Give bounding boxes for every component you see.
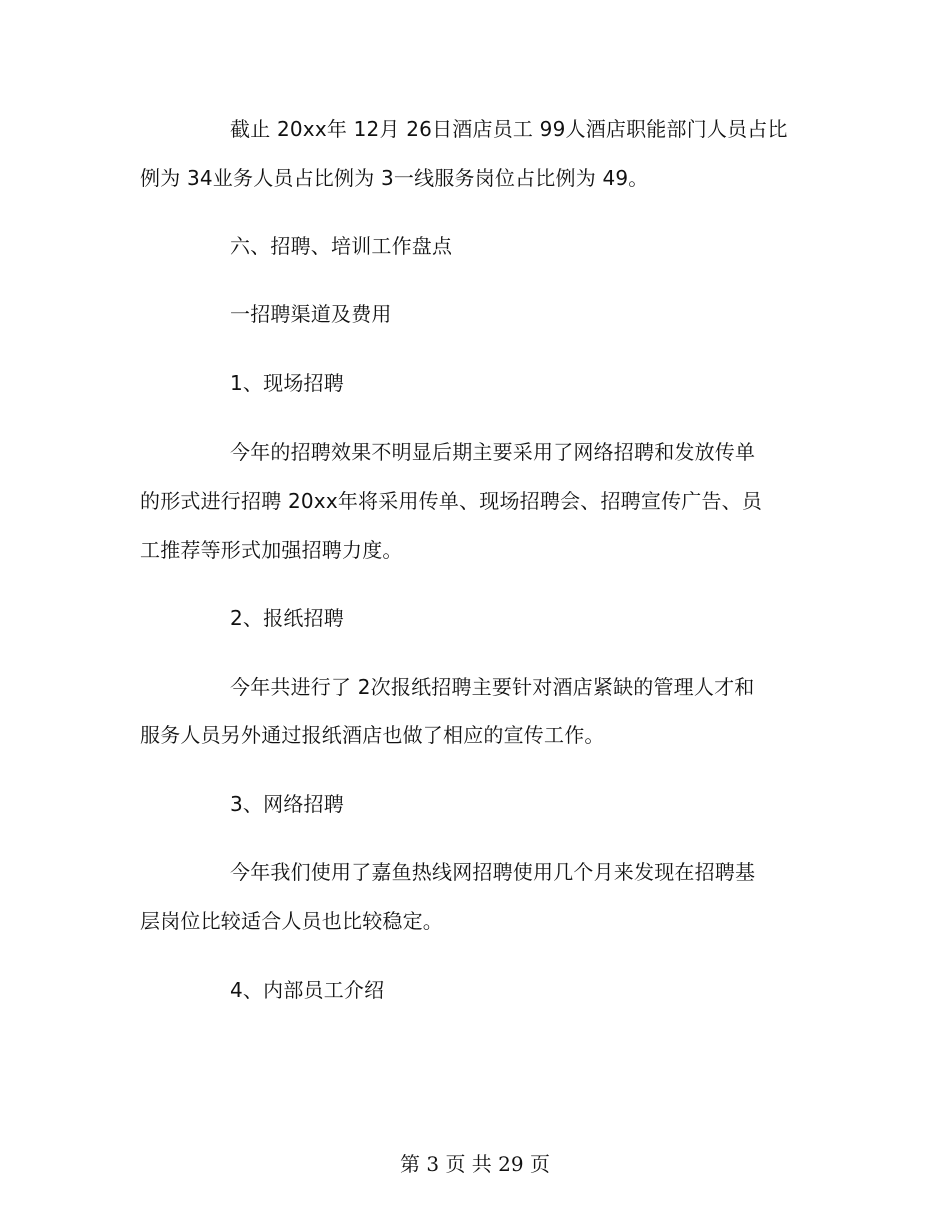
paragraph-line: 层岗位比较适合人员也比较稳定。 — [140, 909, 443, 933]
paragraph-line: 工推荐等形式加强招聘力度。 — [140, 538, 403, 562]
item-heading: 4、内部员工介绍 — [230, 978, 385, 1002]
section-heading: 六、招聘、培训工作盘点 — [230, 234, 453, 258]
paragraph-line: 今年的招聘效果不明显后期主要采用了网络招聘和发放传单 — [230, 440, 756, 464]
paragraph-line: 的形式进行招聘 20xx年将采用传单、现场招聘会、招聘宣传广告、员 — [140, 489, 763, 513]
paragraph-line: 今年共进行了 2次报纸招聘主要针对酒店紧缺的管理人才和 — [230, 675, 755, 699]
page-number-footer: 第 3 页 共 29 页 — [400, 1152, 550, 1176]
item-heading: 2、报纸招聘 — [230, 606, 344, 630]
item-heading: 3、网络招聘 — [230, 792, 344, 816]
paragraph-line: 例为 34业务人员占比例为 3一线服务岗位占比例为 49。 — [140, 166, 649, 190]
paragraph-line: 今年我们使用了嘉鱼热线网招聘使用几个月来发现在招聘基 — [230, 860, 756, 884]
subsection-heading: 一招聘渠道及费用 — [230, 302, 392, 326]
item-heading: 1、现场招聘 — [230, 371, 344, 395]
paragraph-line: 截止 20xx年 12月 26日酒店员工 99人酒店职能部门人员占比 — [230, 117, 788, 141]
paragraph-line: 服务人员另外通过报纸酒店也做了相应的宣传工作。 — [140, 723, 605, 747]
